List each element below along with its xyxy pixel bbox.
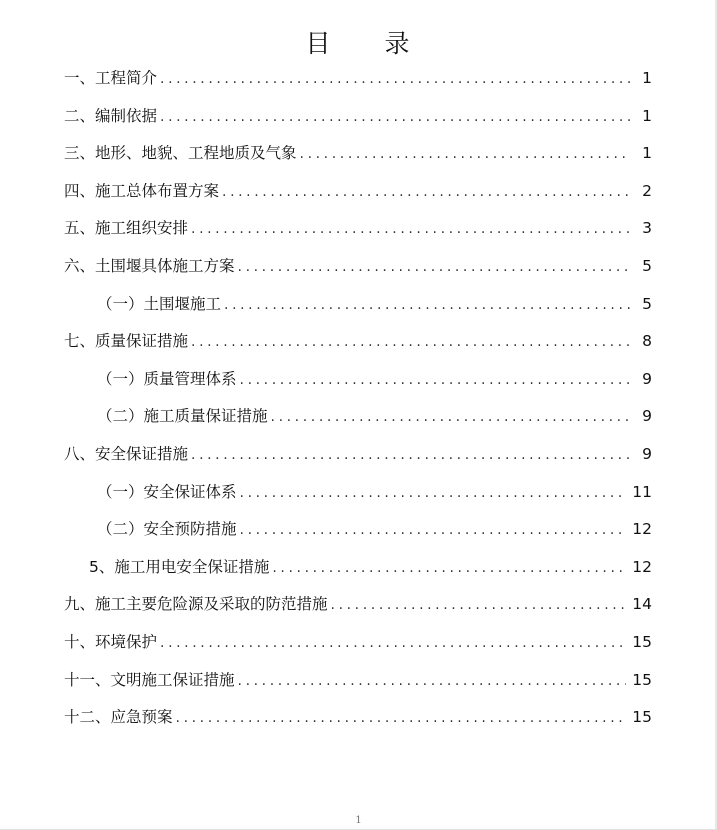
- toc-subentry[interactable]: [64, 286, 652, 324]
- title-char-2: 录: [384, 29, 412, 58]
- dot-leader: [176, 700, 627, 738]
- toc-entry[interactable]: [64, 699, 652, 737]
- dot-leader: [224, 287, 630, 325]
- toc-entry[interactable]: [64, 98, 652, 136]
- dot-leader: [160, 99, 630, 137]
- dot-leader: [222, 174, 630, 212]
- toc-subentry[interactable]: [64, 398, 652, 436]
- toc-entry[interactable]: [64, 436, 652, 474]
- dot-leader: [240, 475, 627, 513]
- toc-entry-label: 四、施工总体布置方案: [64, 181, 220, 200]
- toc-entry-page: 1: [642, 144, 652, 163]
- toc-entry-label: （二）施工质量保证措施: [97, 407, 268, 426]
- toc-subentry[interactable]: [64, 549, 652, 587]
- toc-entry-page: 9: [642, 407, 652, 426]
- dot-leader: [160, 625, 626, 663]
- toc-entry-page: 12: [632, 557, 652, 576]
- toc-entry-label: 八、安全保证措施: [64, 444, 189, 463]
- toc-entry-page: 12: [632, 520, 652, 539]
- toc-entry-label: （一）安全保证体系: [97, 482, 237, 501]
- toc-entry[interactable]: [64, 662, 652, 700]
- toc-entry-label: （一）质量管理体系: [97, 369, 237, 388]
- toc-subentry[interactable]: [64, 474, 652, 512]
- toc-entry-page: 15: [632, 670, 652, 689]
- toc-entry-label: 十二、应急预案: [64, 708, 173, 727]
- toc-entry[interactable]: [64, 624, 652, 662]
- dot-leader: [191, 324, 630, 362]
- dot-leader: [240, 362, 630, 400]
- toc-subentry[interactable]: [64, 511, 652, 549]
- toc-entry-label: 九、施工主要危险源及采取的防范措施: [64, 595, 328, 614]
- toc-subentry[interactable]: [64, 361, 652, 399]
- dot-leader: [191, 211, 630, 249]
- dot-leader: [240, 512, 627, 550]
- toc-entry-page: 9: [642, 369, 652, 388]
- toc-entry-label: 二、编制依据: [64, 106, 158, 125]
- table-of-contents: [64, 60, 652, 737]
- toc-entry-label: （一）土围堰施工: [97, 294, 222, 313]
- dot-leader: [238, 249, 630, 287]
- toc-entry[interactable]: [64, 210, 652, 248]
- toc-entry-label: （二）安全预防措施: [97, 520, 237, 539]
- toc-entry[interactable]: [64, 60, 652, 98]
- toc-entry[interactable]: [64, 173, 652, 211]
- dot-leader: [160, 61, 630, 99]
- toc-entry-label: 三、地形、地貌、工程地质及气象: [64, 144, 297, 163]
- dot-leader: [300, 136, 630, 174]
- title-char-1: 目: [305, 29, 333, 58]
- toc-entry-label: 五、施工组织安排: [64, 219, 189, 238]
- toc-entry-label: 5、施工用电安全保证措施: [89, 557, 270, 576]
- dot-leader: [331, 587, 627, 625]
- toc-entry-page: 9: [642, 444, 652, 463]
- toc-entry-label: 十、环境保护: [64, 632, 158, 651]
- toc-entry-label: 七、质量保证措施: [64, 332, 189, 351]
- toc-entry[interactable]: [64, 323, 652, 361]
- toc-entry-label: 十一、文明施工保证措施: [64, 670, 235, 689]
- toc-entry-page: 1: [642, 106, 652, 125]
- toc-entry-page: 11: [632, 482, 652, 501]
- toc-entry-page: 2: [642, 181, 652, 200]
- toc-entry-page: 3: [642, 219, 652, 238]
- toc-entry[interactable]: [64, 586, 652, 624]
- toc-entry-page: 14: [632, 595, 652, 614]
- toc-entry-page: 15: [632, 632, 652, 651]
- dot-leader: [191, 437, 630, 475]
- toc-entry[interactable]: [64, 135, 652, 173]
- toc-entry-page: 8: [642, 332, 652, 351]
- dot-leader: [272, 550, 626, 588]
- toc-entry-page: 5: [642, 294, 652, 313]
- dot-leader: [271, 399, 630, 437]
- toc-entry-page: 1: [642, 69, 652, 87]
- toc-entry-label: 一、工程简介: [64, 69, 158, 87]
- page-footer-number: 1: [355, 815, 362, 826]
- dot-leader: [238, 663, 627, 701]
- toc-entry-page: 15: [632, 708, 652, 727]
- toc-entry[interactable]: [64, 248, 652, 286]
- toc-entry-page: 5: [642, 256, 652, 275]
- page-title: [0, 24, 717, 60]
- toc-entry-label: 六、土围堰具体施工方案: [64, 256, 235, 275]
